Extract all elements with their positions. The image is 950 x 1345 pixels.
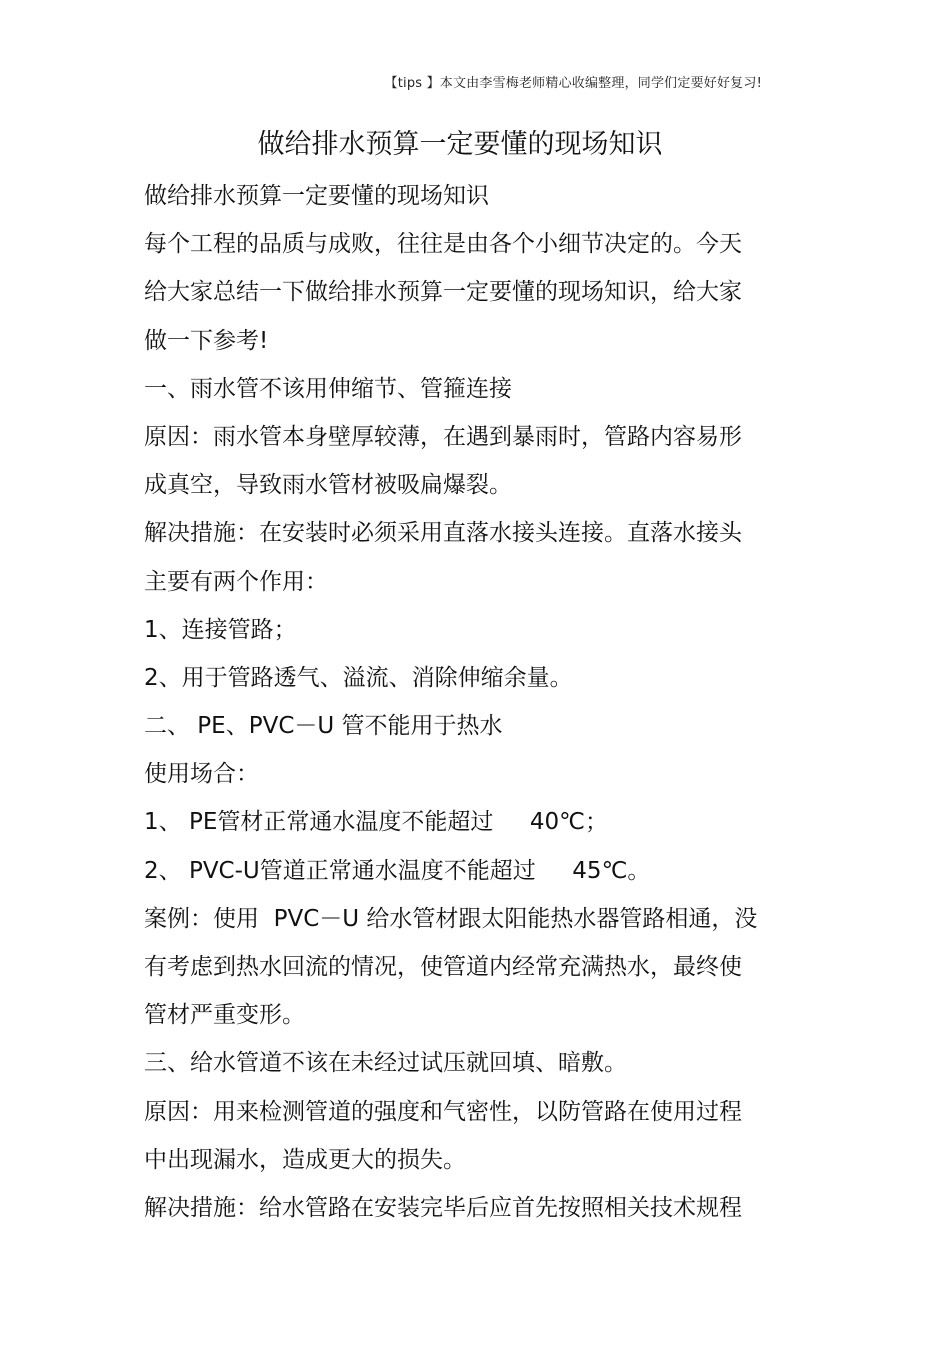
paragraph-line: 主要有两个作用： [144, 568, 328, 595]
paragraph-line: 给大家总结一下做给排水预算一定要懂的现场知识，给大家 [144, 279, 742, 306]
list-item: 1、连接管路； [144, 616, 297, 643]
paragraph-line: 做一下参考! [144, 327, 269, 354]
paragraph-line: 使用场合： [144, 761, 259, 788]
section-heading-3: 三、给水管道不该在未经过试压就回填、暗敷。 [144, 1050, 627, 1077]
paragraph-line: 有考虑到热水回流的情况，使管道内经常充满热水，最终使 [144, 954, 742, 980]
paragraph-line: 解决措施：给水管路在安装完毕后应首先按照相关技术规程 [144, 1194, 742, 1221]
document-title: 做给排水预算一定要懂的现场知识 [257, 129, 663, 160]
paragraph-line: 案例：使用 PVC－U 给水管材跟太阳能热水器管路相通，没 [144, 905, 758, 932]
paragraph-line: 管材严重变形。 [144, 1002, 305, 1029]
list-item: 2、用于管路透气、溢流、消除伸缩余量。 [144, 664, 573, 691]
section-heading-1: 一、雨水管不该用伸缩节、管箍连接 [144, 375, 512, 402]
paragraph-line: 原因：用来检测管道的强度和气密性，以防管路在使用过程 [144, 1098, 742, 1125]
section-heading-2: 二、 PE、PVC－U 管不能用于热水 [144, 713, 503, 740]
paragraph-line: 原因：雨水管本身壁厚较薄，在遇到暴雨时，管路内容易形 [144, 423, 742, 450]
list-item: 2、 PVC-U管道正常通水温度不能超过 45℃。 [144, 857, 651, 884]
subtitle-line: 做给排水预算一定要懂的现场知识 [144, 183, 489, 209]
list-item: 1、 PE管材正常通水温度不能超过 40℃； [144, 809, 608, 836]
paragraph-line: 成真空，导致雨水管材被吸扁爆裂。 [144, 472, 512, 499]
paragraph-line: 每个工程的品质与成败，往往是由各个小细节决定的。今天 [144, 231, 742, 258]
tips-header: 【tips 】本文由李雪梅老师精心收编整理，同学们定要好好复习! [384, 76, 762, 91]
paragraph-line: 中出现漏水，造成更大的损失。 [144, 1146, 466, 1173]
paragraph-line: 解决措施：在安装时必须采用直落水接头连接。直落水接头 [144, 520, 742, 547]
document-body [144, 176, 784, 1236]
